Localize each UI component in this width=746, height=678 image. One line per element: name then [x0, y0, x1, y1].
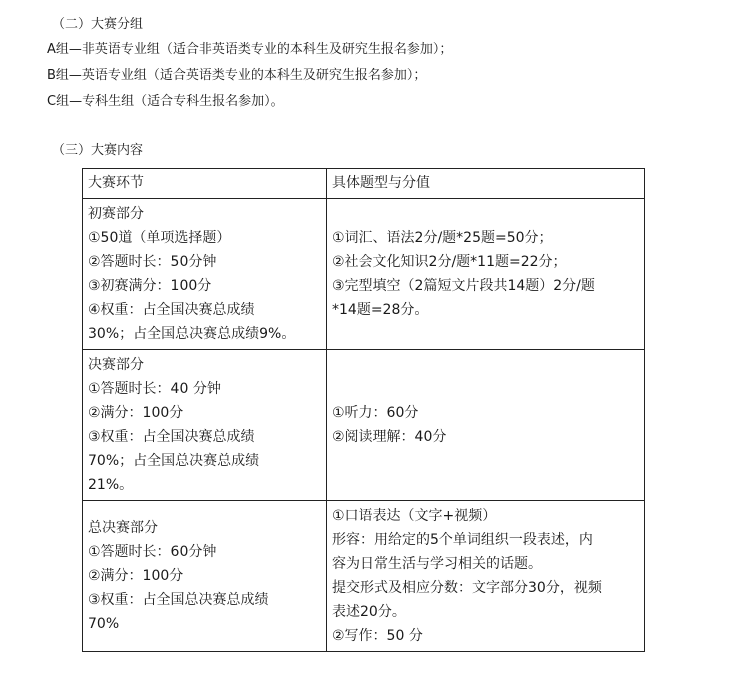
- header-cell-stage: 大赛环节: [83, 169, 327, 199]
- stage-detail: ②满分：100分: [88, 568, 184, 584]
- question-detail: 提交形式及相应分数：文字部分30分，视频: [332, 580, 602, 596]
- stage-cell: [83, 199, 327, 350]
- question-detail: 表述20分。: [332, 604, 406, 620]
- stage-detail: ③权重：占全国总决赛总成绩: [88, 592, 269, 608]
- stage-cell: [83, 350, 327, 501]
- question-detail: ①口语表达（文字+视频）: [332, 508, 497, 524]
- question-detail: ②写作：50 分: [332, 628, 423, 644]
- questions-cell: [327, 199, 645, 350]
- question-detail: ③完型填空（2篇短文片段共14题）2分/题: [332, 278, 595, 294]
- table-row-final: [83, 350, 645, 501]
- stage-detail: ②满分：100分: [88, 405, 184, 421]
- question-detail: ①词汇、语法2分/题*25题=50分；: [332, 230, 553, 246]
- stage-detail: 30%；占全国总决赛总成绩9%。: [88, 326, 296, 342]
- question-detail: ②阅读理解：40分: [332, 429, 447, 445]
- group-b-line: B组—英语专业组（适合英语类专业的本科生及研究生报名参加）；: [47, 68, 427, 83]
- stage-detail: 21%。: [88, 477, 134, 493]
- stage-detail: ②答题时长：50分钟: [88, 254, 217, 270]
- question-detail: *14题=28分。: [332, 302, 429, 318]
- stage-detail: ①50道（单项选择题）: [88, 230, 231, 246]
- section-3-heading: （三）大赛内容: [52, 143, 144, 158]
- stage-detail: ①答题时长：40 分钟: [88, 381, 221, 397]
- stage-title: 初赛部分: [88, 206, 144, 222]
- contest-content-table: [82, 168, 645, 652]
- stage-title: 总决赛部分: [88, 520, 158, 536]
- stage-detail: 70%: [88, 616, 120, 632]
- table-header-row: [83, 169, 645, 199]
- stage-detail: ④权重：占全国决赛总成绩: [88, 302, 255, 318]
- stage-detail: 70%；占全国总决赛总成绩: [88, 453, 260, 469]
- table-row-grand-final: [83, 501, 645, 652]
- question-detail: 容为日常生活与学习相关的话题。: [332, 556, 542, 572]
- header-cell-questions: 具体题型与分值: [327, 169, 645, 199]
- stage-detail: ③权重：占全国决赛总成绩: [88, 429, 255, 445]
- table-row-preliminary: [83, 199, 645, 350]
- stage-detail: ③初赛满分：100分: [88, 278, 212, 294]
- section-2-heading: （二）大赛分组: [52, 17, 144, 32]
- question-detail: ①听力：60分: [332, 405, 419, 421]
- stage-detail: ①答题时长：60分钟: [88, 544, 217, 560]
- stage-title: 决赛部分: [88, 357, 144, 373]
- question-detail: ②社会文化知识2分/题*11题=22分；: [332, 254, 567, 270]
- stage-cell: [83, 501, 327, 652]
- questions-cell: [327, 501, 645, 652]
- questions-cell: [327, 350, 645, 501]
- group-c-line: C组—专科生组（适合专科生报名参加）。: [47, 94, 284, 109]
- question-detail: 形容：用给定的5个单词组织一段表述，内: [332, 532, 593, 548]
- group-a-line: A组—非英语专业组（适合非英语类专业的本科生及研究生报名参加）；: [47, 42, 453, 57]
